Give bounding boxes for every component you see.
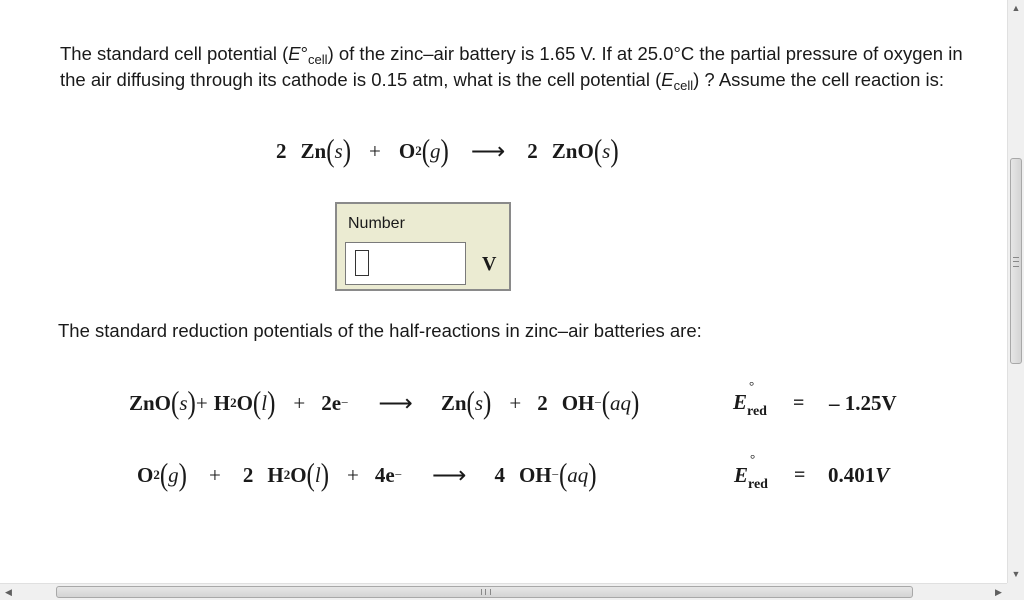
plus-sign: + <box>369 138 381 163</box>
electrons: 2e <box>321 390 342 415</box>
coefficient: 2 <box>242 462 254 487</box>
species-oh: OH <box>561 390 595 415</box>
subscript: 2 <box>283 467 291 482</box>
state-label: l <box>314 462 321 487</box>
answer-label: Number <box>348 215 405 232</box>
answer-unit: V <box>482 253 497 275</box>
subscript: 2 <box>415 143 422 158</box>
cell-reaction-equation: 2 Zn ( s ) + O 2 ( g ) ⟶ 2 ZnO ( s ) <box>276 134 619 168</box>
cell-subscript: cell <box>308 52 328 67</box>
species-zn: Zn <box>300 138 327 163</box>
potential-unit: V <box>875 463 890 487</box>
electrons: 4e <box>374 462 395 487</box>
state-label: g <box>168 462 179 487</box>
half-reaction-1: ZnO ( s ) + H 2 O ( l ) + 2e − ⟶ Zn ( s ) + 2 OH − ( aq ) <box>129 386 640 420</box>
charge-sign: − <box>394 467 403 482</box>
e-letter: E <box>734 463 749 487</box>
state-label: s <box>602 138 611 163</box>
potential-value <box>828 463 889 488</box>
cell-subscript: cell <box>673 78 694 93</box>
reaction-arrow-icon: ⟶ <box>432 462 467 489</box>
question-text-part: ) of the zinc <box>327 43 424 64</box>
e-symbol: E <box>288 43 301 64</box>
state-label: aq <box>610 390 632 415</box>
species-oh: OH <box>518 462 552 487</box>
horizontal-scrollbar[interactable] <box>0 583 1007 600</box>
red-subscript: red <box>747 404 767 419</box>
reaction-arrow-icon: ⟶ <box>470 138 506 165</box>
species-h2o: O <box>236 390 253 415</box>
species-h2o: H <box>213 390 231 415</box>
species-o2: O <box>137 462 154 487</box>
degree-symbol: ° <box>749 378 755 393</box>
question-text-part: The standard cell potential ( <box>60 43 289 64</box>
species-o2: O <box>398 138 416 163</box>
question-text-part: ) ? Assume the cell reaction is: <box>693 69 944 90</box>
half-reaction-2: O 2 ( g ) + 2 H 2 O ( l ) + 4e − ⟶ 4 OH − ( aq ) <box>137 458 597 492</box>
answer-input[interactable] <box>345 242 466 285</box>
species-h2o: O <box>290 462 307 487</box>
red-subscript: red <box>748 477 768 492</box>
subscript: 2 <box>230 395 237 410</box>
horizontal-scroll-thumb[interactable] <box>56 586 913 598</box>
plus-sign: + <box>293 390 306 415</box>
plus-sign: + <box>195 390 208 415</box>
half-reactions-intro: The standard reduction potentials of the half-reactions in zinc–air batteries are: <box>58 320 702 341</box>
state-label: g <box>430 138 441 163</box>
coefficient: 2 <box>527 138 538 163</box>
degree-symbol: ° <box>750 451 756 466</box>
scroll-up-arrow-icon[interactable]: ▲ <box>1011 3 1021 13</box>
question-text <box>60 41 970 93</box>
coefficient: 4 <box>494 462 505 487</box>
species-h2o: H <box>267 462 284 487</box>
state-label: l <box>261 390 268 415</box>
charge-sign: − <box>341 395 349 410</box>
e-letter: E <box>733 390 748 414</box>
scrollbar-corner <box>1007 583 1024 600</box>
e-symbol: E <box>661 69 674 90</box>
charge-sign: − <box>551 467 559 482</box>
question-text-part: air battery is 1.65 V. If at 25.0°C the partial pressure of oxygen in the air diffusing through its cathode is 0.15 atm, what is the cell potential ( <box>60 43 963 90</box>
plus-sign: + <box>509 390 522 415</box>
species-zn: Zn <box>440 390 467 415</box>
e-red-symbol <box>733 378 767 419</box>
scroll-down-arrow-icon[interactable]: ▼ <box>1011 569 1021 579</box>
e-red-symbol <box>734 451 768 492</box>
species-zno: ZnO <box>129 390 172 415</box>
plus-sign: + <box>347 462 359 487</box>
scroll-right-arrow-icon[interactable]: ▶ <box>995 587 1002 597</box>
reaction-arrow-icon: ⟶ <box>378 390 413 417</box>
scroll-left-arrow-icon[interactable]: ◀ <box>5 587 12 597</box>
coefficient: 2 <box>276 138 287 163</box>
potential-value: – 1.25V <box>829 391 897 415</box>
state-label: s <box>334 138 343 163</box>
vertical-scrollbar[interactable] <box>1007 0 1024 583</box>
dash: – <box>423 43 434 64</box>
vertical-scroll-thumb[interactable] <box>1010 158 1022 364</box>
degree-symbol: ° <box>300 43 309 64</box>
state-label: aq <box>567 462 589 487</box>
potential-number: 0.401 <box>828 463 876 487</box>
plus-sign: + <box>209 462 221 487</box>
subscript: 2 <box>153 467 160 482</box>
coefficient: 2 <box>537 390 548 415</box>
answer-box <box>335 202 511 291</box>
equals-sign: = <box>793 392 805 414</box>
species-zno: ZnO <box>551 138 594 163</box>
state-label: s <box>179 390 188 415</box>
charge-sign: − <box>594 395 602 410</box>
equals-sign: = <box>794 464 806 486</box>
grip-icon <box>481 589 491 595</box>
state-label: s <box>474 390 484 415</box>
grip-icon <box>1013 257 1019 267</box>
